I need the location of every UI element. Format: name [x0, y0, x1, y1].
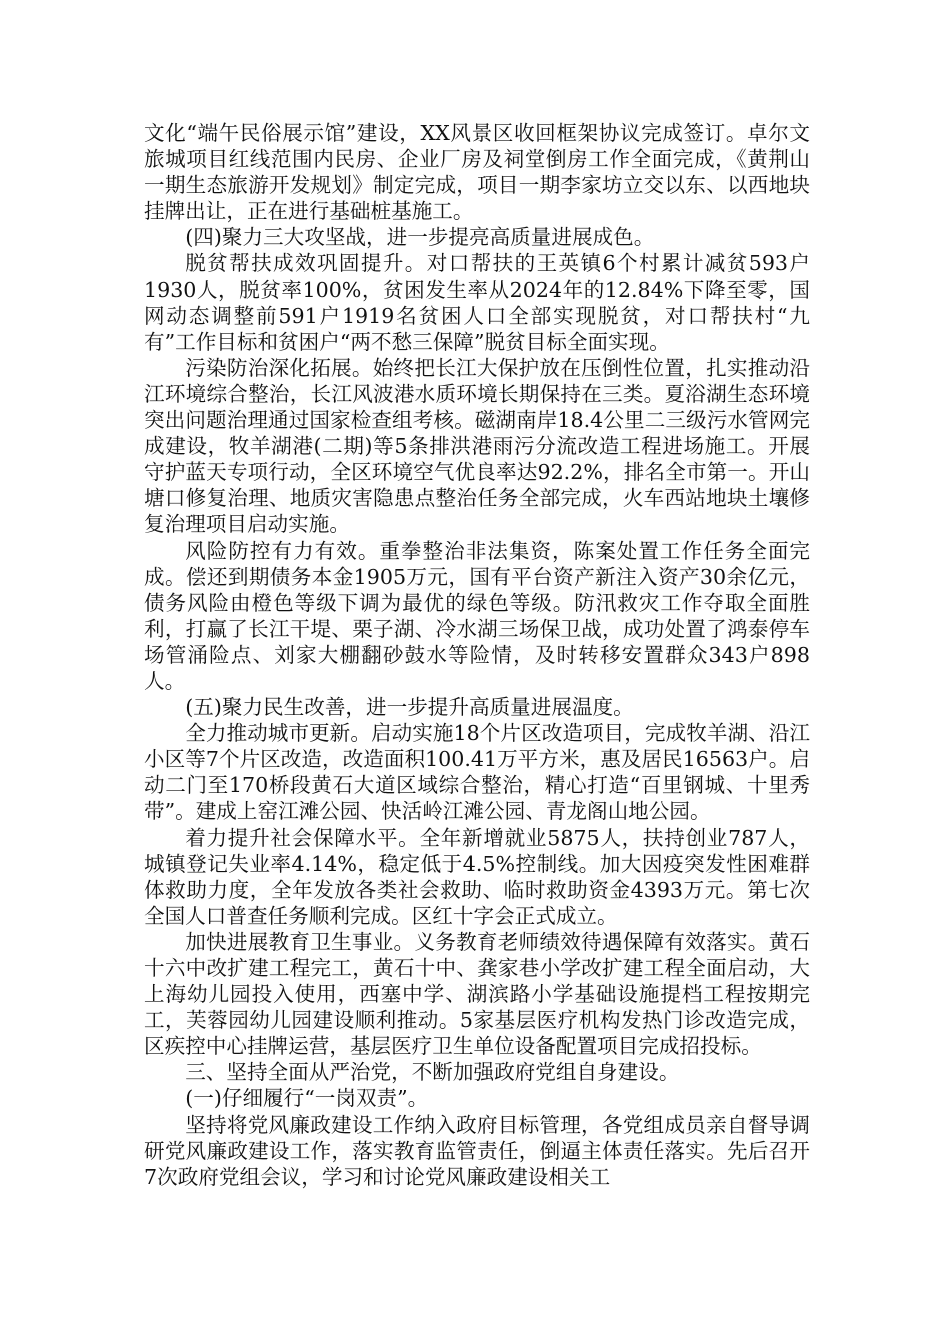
subsection-heading-1: (一)仔细履行“一岗双责”。	[185, 1086, 429, 1111]
section-heading-5: (五)聚力民生改善，进一步提升高质量进展温度。	[185, 695, 634, 720]
section-heading-4: (四)聚力三大攻坚战，进一步提亮高质量进展成色。	[185, 225, 655, 250]
paragraph-party-conduct: 坚持将党风廉政建设工作纳入政府目标管理，各党组成员亲自督导调研党风廉政建设工作，落实教育监管责任，倒逼主体责任落实。先后召开7次政府党组会议，学习和讨论党风廉政建设相关工	[144, 1112, 810, 1189]
document-body	[144, 120, 810, 1190]
paragraph-social-security: 着力提升社会保障水平。全年新增就业5875人，扶持创业787人，城镇登记失业率4.14%，稳定低于4.5%控制线。加大因疫突发性困难群体救助力度，全年发放各类社会救助、临时救助资金4393万元。第七次全国人口普查任务顺利完成。区红十字会正式成立。	[144, 825, 810, 928]
paragraph-pollution-control: 污染防治深化拓展。始终把长江大保护放在压倒性位置，扎实推动沿江环境综合整治，长江风波港水质环境长期保持在三类。夏浴湖生态环境突出问题治理通过国家检查组考核。磁湖南岸18.4公里二三级污水管网完成建设，牧羊湖港(二期)等5条排洪港雨污分流改造工程进场施工。开展守护蓝天专项行动，全区环境空气优良率达92.2%，排名全市第一。开山塘口修复治理、地质灾害隐患点整治任务全部完成，火车西站地块土壤修复治理项目启动实施。	[144, 355, 810, 537]
section-heading-3: 三、坚持全面从严治党，不断加强政府党组自身建设。	[185, 1060, 680, 1085]
paragraph-poverty-alleviation: 脱贫帮扶成效巩固提升。对口帮扶的王英镇6个村累计减贫593户1930人，脱贫率100%，贫困发生率从2024年的12.84%下降至零，国网动态调整前591户1919名贫困人口全部实现脱贫，对口帮扶村“九有”工作目标和贫困户“两不愁三保障”脱贫目标全面实现。	[144, 251, 810, 354]
paragraph-risk-control: 风险防控有力有效。重拳整治非法集资，陈案处置工作任务全面完成。偿还到期债务本金1905万元，国有平台资产新注入资产30余亿元，债务风险由橙色等级下调为最优的绿色等级。防汛救灾工作夺取全面胜利，打赢了长江干堤、栗子湖、冷水湖三场保卫战，成功处置了鸿泰停车场管涌险点、刘家大棚翻砂鼓水等险情，及时转移安置群众343户898人。	[144, 538, 810, 693]
paragraph-continuation: 文化“端午民俗展示馆”建设，XX风景区收回框架协议完成签订。卓尔文旅城项目红线范围内民房、企业厂房及祠堂倒房工作全面完成，《黄荆山一期生态旅游开发规划》制定完成，项目一期李家坊立交以东、以西地块挂牌出让，正在进行基础桩基施工。	[144, 121, 810, 224]
paragraph-education-health: 加快进展教育卫生事业。义务教育老师绩效待遇保障有效落实。黄石十六中改扩建工程完工，黄石十中、龚家巷小学改扩建工程全面启动，大上海幼儿园投入使用，西塞中学、湖滨路小学基础设施提档工程按期完工，芙蓉园幼儿园建设顺利推动。5家基层医疗机构发热门诊改造完成，区疾控中心挂牌运营，基层医疗卫生单位设备配置项目完成招投标。	[144, 929, 810, 1059]
paragraph-urban-renewal: 全力推动城市更新。启动实施18个片区改造项目，完成牧羊湖、沿江小区等7个片区改造，改造面积100.41万平方米，惠及居民16563户。启动二门至170桥段黄石大道区域综合整治，精心打造“百里钢城、十里秀带”。建成上窑江滩公园、快活岭江滩公园、青龙阁山地公园。	[144, 721, 810, 824]
